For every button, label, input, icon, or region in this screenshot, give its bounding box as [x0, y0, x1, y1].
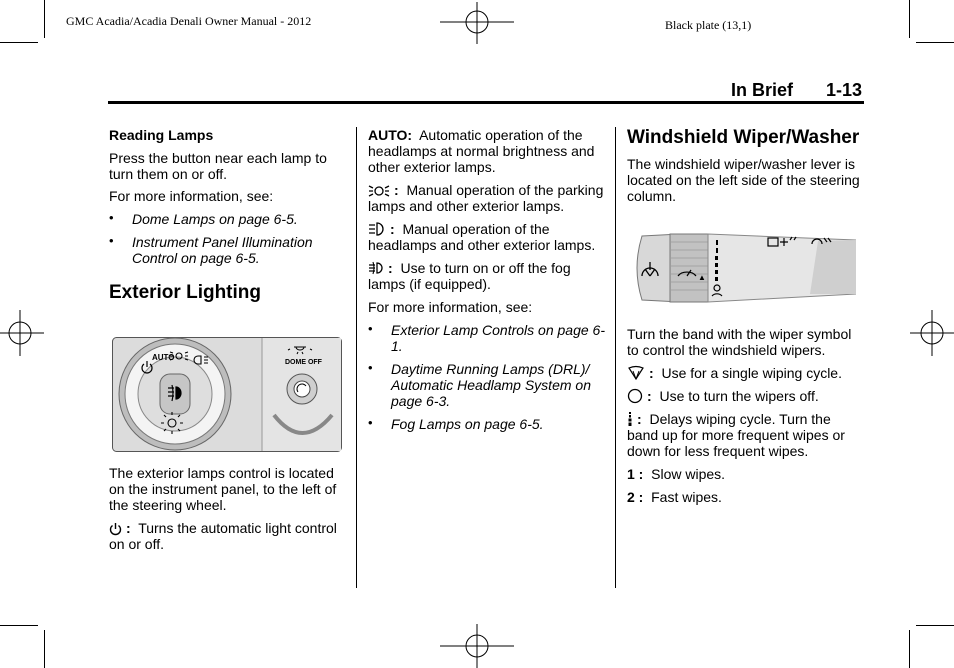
- list-item: [368, 322, 608, 354]
- headlamps-item: : Manual operation of the headlamps and other exterior lamps.: [368, 221, 596, 253]
- crop-mark: [916, 42, 954, 43]
- column-divider: [615, 127, 616, 588]
- link-exterior-lamp-controls[interactable]: Exterior Lamp Controls on page 6-1.: [391, 322, 605, 354]
- exterior-lamps-text: The exterior lamps control is located on the instrument panel, to the left of the steering wheel.: [109, 465, 337, 513]
- column-divider: [356, 127, 357, 588]
- bullet-icon: •: [368, 360, 373, 375]
- wiper-heading: Windshield Wiper/Washer: [627, 127, 860, 148]
- registration-mark-left: [0, 310, 44, 356]
- column-2: [368, 127, 608, 432]
- delay-icon: [627, 411, 633, 427]
- reading-lamps-title: Reading Lamps: [109, 127, 214, 143]
- link-panel-illumination[interactable]: Instrument Panel Illumination Control on page 6-5.: [132, 234, 313, 266]
- exterior-lamps-control-figure: [112, 337, 342, 452]
- band-text: Turn the band with the wiper symbol to control the windshield wipers.: [627, 326, 852, 358]
- list-item: [368, 361, 608, 409]
- power-text: Turns the automatic light control on or off.: [109, 520, 337, 552]
- header-rule: [108, 101, 864, 104]
- manual-title: GMC Acadia/Acadia Denali Owner Manual - 2012: [66, 14, 312, 28]
- fog-item: : Use to turn on or off the fog lamps (if equipped).: [368, 260, 571, 292]
- reading-lamps-text: Press the button near each lamp to turn them on or off.: [109, 150, 327, 182]
- slow-label: 1 :: [627, 466, 644, 482]
- bullet-icon: •: [109, 233, 114, 248]
- list-item: [368, 416, 608, 432]
- svg-text:▲: ▲: [698, 273, 706, 282]
- slow-text: Slow wipes.: [651, 466, 726, 482]
- column-3: [627, 127, 863, 204]
- crop-mark: [44, 0, 45, 38]
- crop-mark: [0, 625, 38, 626]
- crop-mark: [44, 630, 45, 668]
- delay-text: Delays wiping cycle. Turn the band up for more frequent wipes or down for less frequent wipes.: [627, 411, 845, 459]
- link-dome-lamps[interactable]: Dome Lamps on page 6-5.: [132, 211, 298, 227]
- plate-label: Black plate (13,1): [665, 18, 752, 32]
- registration-mark-right: [910, 310, 954, 356]
- power-item: : Turns the automatic light control on or off.: [109, 520, 337, 552]
- parking-item: : Manual operation of the parking lamps and other exterior lamps.: [368, 182, 604, 214]
- slow-item: [627, 466, 863, 482]
- list-item: [109, 234, 349, 266]
- fast-label: 2 :: [627, 489, 644, 505]
- list-item: [109, 211, 349, 227]
- figure-auto-label: AUTO: [152, 353, 175, 362]
- parking-text: Manual operation of the parking lamps and other exterior lamps.: [368, 182, 604, 214]
- fog-text: Use to turn on or off the fog lamps (if equipped).: [368, 260, 571, 292]
- column-3-lower: [627, 326, 863, 505]
- registration-mark-bottom: [440, 624, 514, 668]
- exterior-lighting-heading: Exterior Lighting: [109, 282, 261, 303]
- link-daytime-running-lamps[interactable]: Daytime Running Lamps (DRL)/ Automatic Headlamp System on page 6-3.: [391, 361, 591, 409]
- column-1: [109, 127, 349, 304]
- more-info-label: For more information, see:: [368, 299, 533, 315]
- auto-text: Automatic operation of the headlamps at normal brightness and other exterior lamps.: [368, 127, 595, 175]
- column-1-lower: [109, 465, 349, 552]
- figure-dome-off-label: DOME OFF: [285, 359, 322, 366]
- off-text: Use to turn the wipers off.: [659, 388, 819, 404]
- crop-mark: [916, 625, 954, 626]
- crop-mark: [909, 630, 910, 668]
- bullet-icon: •: [109, 210, 114, 225]
- fast-text: Fast wipes.: [651, 489, 722, 505]
- page-number: 1-13: [826, 80, 863, 100]
- wiper-intro: The windshield wiper/washer lever is located on the left side of the steering column.: [627, 156, 860, 204]
- bullet-icon: •: [368, 415, 373, 430]
- crop-mark: [909, 0, 910, 38]
- headlamp-icon: [368, 221, 386, 237]
- fast-item: [627, 489, 863, 505]
- registration-mark-top: [440, 2, 514, 44]
- auto-label: AUTO:: [368, 127, 413, 143]
- auto-item: [368, 127, 608, 175]
- off-item: : Use to turn the wipers off.: [627, 388, 863, 404]
- mist-wipe-icon: [627, 365, 645, 381]
- single-wipe-text: Use for a single wiping cycle.: [661, 365, 842, 381]
- section-title: In Brief: [731, 80, 794, 100]
- crop-mark: [0, 42, 38, 43]
- bullet-icon: •: [368, 321, 373, 336]
- delay-item: : Delays wiping cycle. Turn the band up for more frequent wipes or down for less frequent wipes.: [627, 411, 845, 459]
- single-wipe-item: : Use for a single wiping cycle.: [627, 365, 863, 381]
- more-info-label: For more information, see:: [109, 188, 274, 204]
- headlamps-text: Manual operation of the headlamps and other exterior lamps.: [368, 221, 596, 253]
- off-circle-icon: [627, 388, 643, 404]
- wiper-lever-figure: [628, 226, 856, 306]
- fog-lamp-icon: [368, 260, 384, 276]
- power-icon: [109, 522, 122, 536]
- parking-lamp-icon: [368, 184, 390, 198]
- link-fog-lamps[interactable]: Fog Lamps on page 6-5.: [391, 416, 544, 432]
